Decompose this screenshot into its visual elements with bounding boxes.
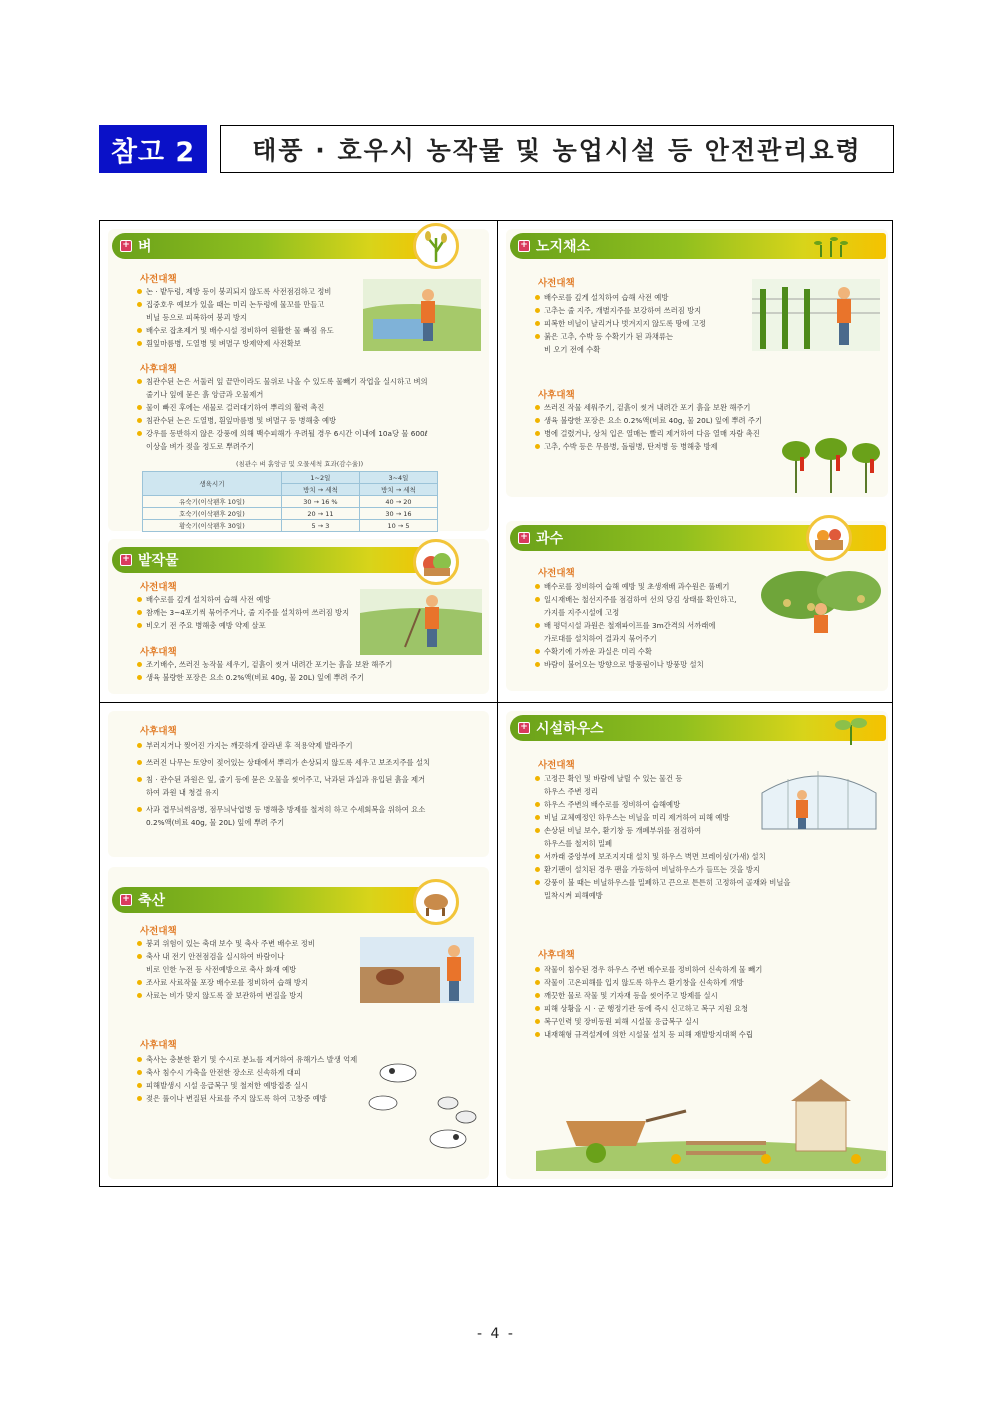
list-item: 작물이 침수된 경우 하우스 주변 배수로를 정비하여 신속하게 물 빼기 <box>534 963 874 976</box>
list-item: 깨끗한 물로 작물 및 기자재 등을 씻어주고 방제를 실시 <box>534 989 874 1002</box>
table-row <box>143 496 438 508</box>
fruit-panel <box>506 521 888 691</box>
page-title: 태풍 · 호우시 농작물 및 농업시설 등 안전관리요령 <box>220 125 894 173</box>
list-item: 고추, 수박 등은 무름병, 돌림병, 탄저병 등 병해충 방제 <box>534 440 884 453</box>
table-cell: 20 → 11 <box>281 508 359 520</box>
list-item: 흰잎마름병, 도열병 및 벼멸구 방제약제 사전확보 <box>136 337 376 350</box>
rice-title: 벼 <box>138 239 152 255</box>
vegetable-pre-title: 사전대책 <box>538 278 575 289</box>
livestock-post-title: 사후대책 <box>140 1040 177 1051</box>
farmyard-illustration <box>536 1071 886 1171</box>
list-item: 쓰러진 나무는 토양이 젖어있는 상태에서 뿌리가 손상되지 않도록 세우고 보조지주를 설치 <box>136 756 481 769</box>
rice-plant-icon <box>413 223 459 269</box>
list-item: 배수로를 깊게 설치하여 습해 사전 예방 <box>534 291 754 304</box>
cow-barn-illustration <box>360 937 474 1003</box>
rice-table-caption: (침관수 벼 흙앙금 및 오물세척 효과(감수율)) <box>236 460 364 468</box>
list-item: 강우를 동반하지 않은 강풍에 의해 백수피해가 우려될 경우 6시간 이내에 10a당 물 600ℓ 이상을 벼가 젖을 정도로 뿌려주기 <box>136 427 481 453</box>
table-subheader: 방치 → 세척 <box>281 484 359 496</box>
list-item: 참깨는 3~4포기씩 묶어주거나, 줄 지주를 설치하여 쓰러짐 방지 <box>136 606 376 619</box>
fruit-post-list <box>136 739 481 833</box>
bullet-box-icon: + <box>518 240 530 252</box>
greenhouse-pre-title: 사전대책 <box>538 760 575 771</box>
reference-label: 참고 2 <box>99 125 207 173</box>
livestock-title: 축산 <box>138 893 166 909</box>
list-item: 강풍이 불 때는 비닐하우스를 밀폐하고 끈으로 튼튼히 고정하여 골재와 비닐을 밀착시켜 피해예방 <box>534 876 864 902</box>
list-item: 복구인력 및 장비동원 피해 시설물 응급복구 실시 <box>534 1015 874 1028</box>
list-item: 하우스 주변의 배수로를 정비하여 습해예방 <box>534 798 864 811</box>
list-item: 사과 겹무늬썩음병, 점무늬낙엽병 등 병해충 방제를 철저히 하고 수세회복을 위하여 요소 0.2%액(비료 40g, 물 20L) 잎에 뿌려 주기 <box>136 803 481 829</box>
livestock-title-bar <box>112 887 442 913</box>
table-cell: 유숙기(이삭팬후 10일) <box>143 496 282 508</box>
list-item: 붉은 고추, 수박 등 수확기가 된 과채류는 비 오기 전에 수확 <box>534 330 754 356</box>
table-cell: 40 → 20 <box>359 496 437 508</box>
list-item: 비닐 교체예정인 하우스는 비닐을 미리 제거하여 피해 예방 <box>534 811 864 824</box>
list-item: 축사 침수시 가축을 안전한 장소로 신속하게 대피 <box>136 1066 416 1079</box>
cows-sheep-illustration <box>358 1059 483 1169</box>
list-item: 생육 불량한 포장은 요소 0.2%액(비료 40g, 물 20L) 잎에 뿌려 주기 <box>136 671 481 684</box>
list-item: 배수로 잡초제거 및 배수시설 정비하여 원활한 물 빠짐 유도 <box>136 324 376 337</box>
fruit-pre-list <box>534 580 766 671</box>
list-item: 물이 빠진 후에는 새물로 걸러대기하여 뿌리의 활력 촉진 <box>136 401 481 414</box>
list-item: 조기배수, 쓰러진 농작물 세우기, 겉흙이 씻겨 내려간 포기는 흙을 보완 해주기 <box>136 658 481 671</box>
table-subheader: 방치 → 세척 <box>359 484 437 496</box>
pepper-plant-illustration <box>776 437 886 493</box>
list-item: 내재해형 규격설계에 의한 시설물 설치 등 피해 재발방지대책 수립 <box>534 1028 874 1041</box>
upland-pre-title: 사전대책 <box>140 582 177 593</box>
rice-pre-title: 사전대책 <box>140 274 177 285</box>
table-row <box>143 508 438 520</box>
farmer-hoe-illustration <box>360 589 482 655</box>
greenhouse-post-title: 사후대책 <box>538 950 575 961</box>
list-item: 피복한 비닐이 날리거나 벗겨지지 않도록 땅에 고정 <box>534 317 754 330</box>
list-item: 수확기에 가까운 과실은 미리 수확 <box>534 645 766 658</box>
table-cell: 황숙기(이삭팬후 30일) <box>143 520 282 532</box>
vegetable-basket-icon <box>413 539 459 585</box>
table-cell: 10 → 5 <box>359 520 437 532</box>
fruit-pre-title: 사전대책 <box>538 568 575 579</box>
rice-pre-list <box>136 285 376 350</box>
sprout-icon <box>811 233 851 259</box>
cell-vegetable-fruit <box>498 221 894 702</box>
vegetable-post-title: 사후대책 <box>538 390 575 401</box>
bullet-box-icon: + <box>518 722 530 734</box>
rice-panel <box>108 229 489 531</box>
upland-title-bar <box>112 547 442 573</box>
fruit-basket-icon <box>806 515 852 561</box>
list-item: 고추는 줄 지주, 개별지주를 보강하여 쓰러짐 방지 <box>534 304 754 317</box>
list-item: 축사는 충분한 환기 및 수시로 분뇨를 제거하여 유해가스 발생 억제 <box>136 1053 416 1066</box>
table-cell: 30 → 16 <box>359 508 437 520</box>
list-item: 일시재배는 철선지주를 점검하여 선의 당김 상태를 확인하고, 가지를 지주시설에 고정 <box>534 593 766 619</box>
greenhouse-sprout-icon <box>828 711 874 745</box>
upland-panel <box>108 539 489 694</box>
fruit-post-title: 사후대책 <box>140 726 177 737</box>
vegetable-pre-list <box>534 291 754 356</box>
list-item: 비오기 전 주요 병해충 예방 약제 살포 <box>136 619 376 632</box>
rice-title-bar <box>112 233 442 259</box>
cell-greenhouse <box>498 703 894 1188</box>
rice-post-title: 사후대책 <box>140 364 177 375</box>
cell-rice-upland <box>100 221 497 702</box>
list-item: 생육 불량한 포장은 요소 0.2%액(비료 40g, 물 20L) 잎에 뿌려 주기 <box>534 414 884 427</box>
fruit-post-panel <box>108 711 489 857</box>
greenhouse-post-list <box>534 963 874 1041</box>
table-header: 1~2일 <box>281 472 359 484</box>
list-item: 침 · 관수된 과원은 잎, 줄기 등에 묻은 오물을 씻어주고, 낙과된 과실과 유입된 흙을 제거 하여 과원 내 청결 유지 <box>136 773 481 799</box>
list-item: 논 · 밭두렁, 제방 등이 붕괴되지 않도록 사전점검하고 정비 <box>136 285 376 298</box>
table-cell: 30 → 16 % <box>281 496 359 508</box>
pepper-stake-illustration <box>752 279 880 351</box>
page-number: - 4 - <box>477 1326 515 1342</box>
fruit-tree-illustration <box>761 569 881 643</box>
greenhouse-illustration <box>758 763 880 833</box>
list-item: 축사 내 전기 안전점검을 실시하여 바람이나 비로 인한 누전 등 사전예방으로 축사 화재 예방 <box>136 950 366 976</box>
bullet-box-icon: + <box>120 554 132 566</box>
list-item: 배수로를 깊게 설치하여 습해 사전 예방 <box>136 593 376 606</box>
list-item: 손상된 비닐 보수, 환기창 등 개폐부위를 점검하여 하우스를 철저히 밀폐 <box>534 824 864 850</box>
vegetable-panel <box>506 229 888 497</box>
table-cell: 5 → 3 <box>281 520 359 532</box>
list-item: 고정끈 확인 및 바람에 날릴 수 있는 물건 등 하우스 주변 정리 <box>534 772 864 798</box>
list-item: 젖은 풀이나 변질된 사료를 주지 않도록 하여 고창증 예방 <box>136 1092 416 1105</box>
list-item: 부러지거나 찢어진 가지는 깨끗하게 잘라낸 후 적용약제 발라주기 <box>136 739 481 752</box>
farmer-water-illustration <box>363 279 481 351</box>
list-item: 환기팬이 설치된 경우 팬을 가동하여 비닐하우스가 들뜨는 것을 방지 <box>534 863 864 876</box>
list-item: 병에 걸렸거나, 상처 입은 열매는 빨리 제거하여 다음 열매 자람 촉진 <box>534 427 884 440</box>
list-item: 침관수된 논은 도열병, 흰잎마름병 및 벼멸구 등 병해충 예방 <box>136 414 481 427</box>
table-row <box>143 520 438 532</box>
cow-icon <box>413 879 459 925</box>
fruit-title: 과수 <box>536 531 564 547</box>
table-header: 3~4일 <box>359 472 437 484</box>
list-item: 작물이 고온피해를 입지 않도록 하우스 환기창을 신속하게 개방 <box>534 976 874 989</box>
vegetable-title: 노지채소 <box>536 239 591 255</box>
table-header: 생육시기 <box>143 472 282 496</box>
list-item: 쓰러진 작물 세워주기, 겉흙이 씻겨 내려간 포기 흙을 보완 해주기 <box>534 401 884 414</box>
upland-pre-list <box>136 593 376 632</box>
greenhouse-panel <box>506 711 888 1179</box>
upland-post-list <box>136 658 481 684</box>
list-item: 사료는 비가 맞지 않도록 잘 보관하여 변질을 방지 <box>136 989 366 1002</box>
greenhouse-title: 시설하우스 <box>536 721 604 737</box>
list-item: 조사료 사료작물 포장 배수로를 정비하여 습해 방지 <box>136 976 366 989</box>
livestock-panel <box>108 867 489 1179</box>
list-item: 피해 상황을 시 · 군 행정기관 등에 즉시 신고하고 복구 지원 요청 <box>534 1002 874 1015</box>
rice-effect-table <box>142 471 438 532</box>
list-item: 피해발생시 시설 응급복구 및 철저한 예방접종 실시 <box>136 1079 416 1092</box>
list-item: 침관수된 논은 서둘러 잎 끝만이라도 물위로 나올 수 있도록 물빼기 작업을 실시하고 벼의 줄기나 잎에 묻은 흙 앙금과 오물제거 <box>136 375 481 401</box>
cell-fruit-livestock <box>100 703 497 1188</box>
livestock-pre-list <box>136 937 366 1002</box>
upland-title: 밭작물 <box>138 553 179 569</box>
upland-post-title: 사후대책 <box>140 647 177 658</box>
list-item: 바람이 불어오는 방향으로 방풍림이나 방풍망 설치 <box>534 658 766 671</box>
list-item: 배 평덕시설 과원은 철재파이프를 3m간격의 서까래에 가로대를 설치하여 결과지 묶어주기 <box>534 619 766 645</box>
bullet-box-icon: + <box>120 240 132 252</box>
list-item: 붕괴 위험이 있는 축대 보수 및 축사 주변 배수로 정비 <box>136 937 366 950</box>
guide-grid <box>99 220 893 1187</box>
table-cell: 호숙기(이삭팬후 20일) <box>143 508 282 520</box>
list-item: 서까래 중앙부에 보조지지대 설치 및 하우스 벽면 브레이싱(가새) 설치 <box>534 850 864 863</box>
rice-post-list <box>136 375 481 453</box>
bullet-box-icon: + <box>120 894 132 906</box>
list-item: 배수로를 정비하여 습해 예방 및 초생재배 과수원은 풀베기 <box>534 580 766 593</box>
bullet-box-icon: + <box>518 532 530 544</box>
livestock-pre-title: 사전대책 <box>140 926 177 937</box>
list-item: 집중호우 예보가 있을 때는 미리 논두렁에 물꼬를 만들고 비닐 등으로 피복하여 붕괴 방지 <box>136 298 376 324</box>
